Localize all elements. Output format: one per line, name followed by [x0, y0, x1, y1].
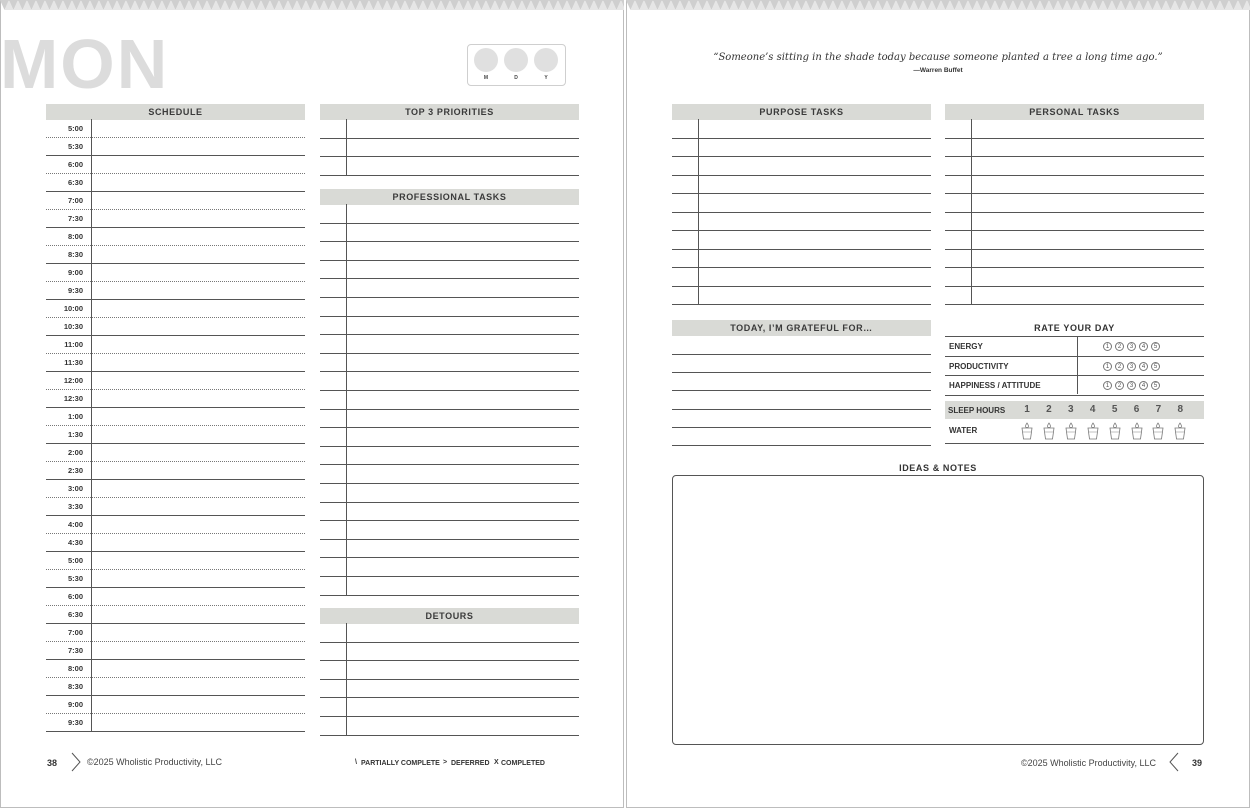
rating-scale: [1103, 381, 1160, 390]
schedule-slot[interactable]: [92, 569, 305, 587]
task-line[interactable]: [347, 353, 579, 372]
purpose-tasks-header: PURPOSE TASKS: [672, 104, 931, 120]
schedule-time: 1:30: [67, 430, 83, 439]
grateful-entry[interactable]: [672, 373, 931, 390]
task-checkbox[interactable]: [320, 353, 346, 372]
schedule-time: 11:00: [64, 340, 83, 349]
grateful-line: [672, 445, 931, 446]
schedule-slot[interactable]: [92, 335, 305, 353]
task-line[interactable]: [347, 679, 579, 698]
task-checkbox[interactable]: [320, 679, 346, 698]
task-checkbox[interactable]: [320, 119, 346, 138]
task-checkbox[interactable]: [945, 138, 971, 157]
task-line[interactable]: [347, 642, 579, 661]
task-row-rule: [672, 304, 931, 305]
rating-label: HAPPINESS / ATTITUDE: [949, 381, 1041, 390]
task-line[interactable]: [699, 119, 931, 138]
task-checkbox[interactable]: [320, 623, 346, 642]
task-line[interactable]: [972, 119, 1204, 138]
task-line[interactable]: [347, 241, 579, 260]
task-line[interactable]: [347, 371, 579, 390]
month-label: M: [483, 75, 489, 81]
schedule-row-rule: [46, 731, 305, 732]
rating-circle-2[interactable]: 2: [1115, 381, 1124, 390]
schedule-slot[interactable]: [92, 677, 305, 695]
task-checkbox[interactable]: [672, 119, 698, 138]
schedule-time: 11:30: [64, 358, 83, 367]
water-cup-icon[interactable]: [1087, 422, 1099, 440]
task-checkbox[interactable]: [945, 175, 971, 194]
task-checkbox[interactable]: [320, 409, 346, 428]
task-check-divider: [698, 119, 699, 304]
personal-tasks-header: PERSONAL TASKS: [945, 104, 1204, 120]
year-circle[interactable]: [534, 48, 558, 72]
year-label: Y: [544, 75, 548, 81]
task-checkbox[interactable]: [672, 267, 698, 286]
task-line[interactable]: [972, 267, 1204, 286]
task-checkbox[interactable]: [320, 502, 346, 521]
task-line[interactable]: [347, 390, 579, 409]
task-checkbox[interactable]: [672, 212, 698, 231]
task-checkbox[interactable]: [945, 249, 971, 268]
chevron-left-icon: [1168, 752, 1180, 772]
grateful-entry[interactable]: [672, 355, 931, 372]
task-checkbox[interactable]: [945, 193, 971, 212]
task-checkbox[interactable]: [320, 223, 346, 242]
task-line[interactable]: [347, 156, 579, 175]
task-line[interactable]: [972, 286, 1204, 305]
task-checkbox[interactable]: [672, 138, 698, 157]
task-line[interactable]: [347, 464, 579, 483]
schedule-slot[interactable]: [92, 461, 305, 479]
task-line[interactable]: [972, 138, 1204, 157]
schedule-slot[interactable]: [92, 119, 305, 137]
water-cup-icon[interactable]: [1174, 422, 1186, 440]
left-triangle-border: [0, 0, 624, 16]
schedule-time: 5:00: [67, 124, 83, 133]
rating-circle-2[interactable]: 2: [1115, 362, 1124, 371]
task-checkbox[interactable]: [320, 642, 346, 661]
schedule-time: 7:00: [67, 196, 83, 205]
schedule-time: 1:00: [67, 412, 83, 421]
schedule-slot[interactable]: [92, 497, 305, 515]
schedule-time: 8:00: [67, 232, 83, 241]
grateful-entry[interactable]: [672, 410, 931, 427]
legend-completed-label: COMPLETED: [501, 760, 545, 767]
task-checkbox[interactable]: [320, 483, 346, 502]
schedule-slot[interactable]: [92, 353, 305, 371]
schedule-slot[interactable]: [92, 137, 305, 155]
schedule-time: 9:30: [67, 286, 83, 295]
task-line[interactable]: [347, 138, 579, 157]
rate-your-day-title: RATE YOUR DAY: [1034, 323, 1115, 333]
task-line[interactable]: [972, 156, 1204, 175]
rating-circle-3[interactable]: 3: [1127, 342, 1136, 351]
task-line[interactable]: [347, 297, 579, 316]
task-checkbox[interactable]: [320, 371, 346, 390]
task-checkbox[interactable]: [945, 267, 971, 286]
task-checkbox[interactable]: [320, 427, 346, 446]
schedule-slot[interactable]: [92, 209, 305, 227]
schedule-time: 9:00: [67, 268, 83, 277]
task-check-divider: [346, 119, 347, 175]
schedule-time: 3:30: [67, 502, 83, 511]
quote-text: “Someone’s sitting in the shade today because someone planted a tree a long time ago.”: [713, 52, 1163, 63]
schedule-slot[interactable]: [92, 659, 305, 677]
task-line[interactable]: [347, 660, 579, 679]
schedule-time: 4:00: [67, 520, 83, 529]
task-line[interactable]: [347, 427, 579, 446]
task-line[interactable]: [347, 223, 579, 242]
right-copyright: ©2025 Wholistic Productivity, LLC: [1021, 758, 1157, 768]
sleep-hour-7[interactable]: 7: [1155, 404, 1162, 415]
task-line[interactable]: [347, 539, 579, 558]
month-circle[interactable]: [474, 48, 498, 72]
task-checkbox[interactable]: [672, 175, 698, 194]
rating-row-rule: [945, 356, 1204, 357]
schedule-time: 10:00: [63, 304, 83, 313]
day-letter-label: D: [514, 75, 518, 81]
schedule-slot[interactable]: [92, 155, 305, 173]
date-picker-box[interactable]: [467, 44, 566, 86]
water-cup-icon[interactable]: [1152, 422, 1164, 440]
task-checkbox[interactable]: [672, 286, 698, 305]
rating-circle-1[interactable]: 1: [1103, 342, 1112, 351]
schedule-time: 12:30: [63, 394, 83, 403]
rating-circle-5[interactable]: 5: [1151, 381, 1160, 390]
water-cup-icon[interactable]: [1043, 422, 1055, 440]
task-checkbox[interactable]: [320, 697, 346, 716]
schedule-slot[interactable]: [92, 173, 305, 191]
schedule-time: 5:00: [67, 556, 83, 565]
quote-author: —Warren Buffet: [913, 67, 963, 74]
schedule-slot[interactable]: [92, 389, 305, 407]
water-label: WATER: [949, 426, 978, 435]
water-rule: [945, 443, 1204, 444]
task-checkbox[interactable]: [320, 316, 346, 335]
task-line[interactable]: [972, 175, 1204, 194]
task-checkbox[interactable]: [320, 520, 346, 539]
task-checkbox[interactable]: [320, 557, 346, 576]
task-checkbox[interactable]: [320, 278, 346, 297]
day-circle[interactable]: [504, 48, 528, 72]
task-checkbox[interactable]: [320, 297, 346, 316]
task-line[interactable]: [347, 119, 579, 138]
grateful-header: TODAY, I’M GRATEFUL FOR…: [672, 320, 931, 336]
task-check-divider: [346, 204, 347, 595]
schedule-time: 4:30: [67, 538, 83, 547]
task-line[interactable]: [347, 446, 579, 465]
task-checkbox[interactable]: [672, 249, 698, 268]
right-page-number: 39: [1192, 758, 1203, 768]
task-line[interactable]: [972, 193, 1204, 212]
task-line[interactable]: [347, 520, 579, 539]
task-checkbox[interactable]: [945, 230, 971, 249]
task-row-rule: [320, 175, 579, 176]
grateful-entry[interactable]: [672, 337, 931, 354]
schedule-time: 5:30: [67, 574, 83, 583]
task-line[interactable]: [347, 204, 579, 223]
ideas-notes-title: IDEAS & NOTES: [899, 463, 977, 473]
schedule-time: 12:00: [63, 376, 83, 385]
schedule-slot[interactable]: [92, 533, 305, 551]
task-checkbox[interactable]: [320, 260, 346, 279]
schedule-slot[interactable]: [92, 695, 305, 713]
task-line[interactable]: [972, 230, 1204, 249]
task-row-rule: [320, 735, 579, 736]
schedule-slot[interactable]: [92, 515, 305, 533]
legend-deferred-symbol: >: [443, 759, 448, 766]
task-checkbox[interactable]: [320, 660, 346, 679]
task-line[interactable]: [347, 502, 579, 521]
rating-circle-1[interactable]: 1: [1103, 362, 1112, 371]
rating-circle-1[interactable]: 1: [1103, 381, 1112, 390]
schedule-time: 5:30: [67, 142, 83, 151]
ideas-notes-box[interactable]: [672, 475, 1204, 745]
rating-circle-2[interactable]: 2: [1115, 342, 1124, 351]
rating-circle-4[interactable]: 4: [1139, 381, 1148, 390]
task-line[interactable]: [347, 716, 579, 735]
task-row-rule: [945, 304, 1204, 305]
task-line[interactable]: [699, 156, 931, 175]
task-line[interactable]: [347, 557, 579, 576]
sleep-hour-4[interactable]: 4: [1089, 404, 1096, 415]
task-line[interactable]: [699, 286, 931, 305]
task-line[interactable]: [347, 623, 579, 642]
task-checkbox[interactable]: [945, 119, 971, 138]
right-triangle-border: [626, 0, 1250, 16]
water-cup-icon[interactable]: [1021, 422, 1033, 440]
schedule-time: 9:30: [67, 718, 83, 727]
schedule-time: 6:30: [67, 178, 83, 187]
task-line[interactable]: [699, 249, 931, 268]
schedule-slot[interactable]: [92, 425, 305, 443]
task-line[interactable]: [972, 249, 1204, 268]
schedule-slot[interactable]: [92, 281, 305, 299]
schedule-slot[interactable]: [92, 245, 305, 263]
schedule-slot[interactable]: [92, 299, 305, 317]
schedule-slot[interactable]: [92, 317, 305, 335]
schedule-time: 8:30: [67, 250, 83, 259]
task-line[interactable]: [699, 212, 931, 231]
task-checkbox[interactable]: [320, 334, 346, 353]
task-checkbox[interactable]: [672, 230, 698, 249]
legend-deferred-label: DEFERRED: [451, 760, 490, 767]
task-checkbox[interactable]: [320, 156, 346, 175]
task-line[interactable]: [347, 334, 579, 353]
task-checkbox[interactable]: [320, 716, 346, 735]
task-checkbox[interactable]: [320, 390, 346, 409]
grateful-entry[interactable]: [672, 392, 931, 409]
schedule-slot[interactable]: [92, 551, 305, 569]
schedule-slot[interactable]: [92, 605, 305, 623]
schedule-time: 7:00: [67, 628, 83, 637]
left-copyright: ©2025 Wholistic Productivity, LLC: [87, 757, 223, 767]
water-cup-icon[interactable]: [1065, 422, 1077, 440]
sleep-hours-label: SLEEP HOURS: [948, 406, 1006, 415]
schedule-time: 8:00: [67, 664, 83, 673]
task-checkbox[interactable]: [672, 193, 698, 212]
task-line[interactable]: [347, 483, 579, 502]
task-line[interactable]: [972, 212, 1204, 231]
task-checkbox[interactable]: [320, 138, 346, 157]
sleep-hour-8[interactable]: 8: [1177, 404, 1184, 415]
schedule-time: 6:30: [67, 610, 83, 619]
rating-circle-5[interactable]: 5: [1151, 362, 1160, 371]
schedule-time: 3:00: [67, 484, 83, 493]
left-page-number: 38: [47, 758, 58, 768]
schedule-slot[interactable]: [92, 407, 305, 425]
rating-divider: [1077, 336, 1078, 394]
schedule-time: 6:00: [67, 592, 83, 601]
task-checkbox[interactable]: [945, 212, 971, 231]
rating-scale: [1103, 362, 1160, 371]
water-cup-icon[interactable]: [1131, 422, 1143, 440]
task-check-divider: [971, 119, 972, 304]
sleep-hour-3[interactable]: 3: [1068, 404, 1074, 415]
schedule-divider: [91, 119, 92, 731]
task-line[interactable]: [347, 316, 579, 335]
grateful-entry[interactable]: [672, 428, 931, 445]
task-line[interactable]: [347, 260, 579, 279]
schedule-slot[interactable]: [92, 623, 305, 641]
task-line[interactable]: [699, 230, 931, 249]
rating-row-rule: [945, 375, 1204, 376]
task-checkbox[interactable]: [320, 576, 346, 595]
sleep-hour-1[interactable]: 1: [1024, 404, 1030, 415]
detours-header: DETOURS: [320, 608, 579, 624]
task-line[interactable]: [347, 697, 579, 716]
legend-partial-label: PARTIALLY COMPLETE: [361, 760, 440, 767]
task-checkbox[interactable]: [945, 286, 971, 305]
task-line[interactable]: [699, 138, 931, 157]
task-checkbox[interactable]: [320, 464, 346, 483]
schedule-time: 9:00: [67, 700, 83, 709]
schedule-slot[interactable]: [92, 371, 305, 389]
schedule-time: 2:00: [67, 448, 83, 457]
schedule-slot[interactable]: [92, 479, 305, 497]
rating-circle-4[interactable]: 4: [1139, 362, 1148, 371]
sleep-hour-6[interactable]: 6: [1133, 404, 1140, 415]
legend-partial-symbol: \: [355, 759, 357, 766]
rating-label: PRODUCTIVITY: [949, 361, 1009, 371]
water-cup-icon[interactable]: [1109, 422, 1121, 440]
schedule-slot[interactable]: [92, 641, 305, 659]
schedule-time: 7:30: [67, 646, 83, 655]
schedule-slot[interactable]: [92, 443, 305, 461]
chevron-right-icon: [70, 752, 82, 772]
schedule-slot[interactable]: [92, 263, 305, 281]
task-line[interactable]: [699, 175, 931, 194]
rating-scale: [1103, 342, 1160, 351]
legend-completed-symbol: X: [494, 759, 499, 766]
task-check-divider: [346, 623, 347, 735]
task-row-rule: [320, 595, 579, 596]
rating-label: ENERGY: [949, 342, 983, 351]
task-checkbox[interactable]: [320, 204, 346, 223]
rating-circle-4[interactable]: 4: [1139, 342, 1148, 351]
rating-circle-3[interactable]: 3: [1127, 381, 1136, 390]
task-line[interactable]: [347, 278, 579, 297]
schedule-time: 10:30: [63, 322, 83, 331]
schedule-slot[interactable]: [92, 713, 305, 731]
task-line[interactable]: [699, 267, 931, 286]
day-label: MON: [0, 25, 170, 103]
top3-priorities-header: TOP 3 PRIORITIES: [320, 104, 579, 120]
schedule-header: SCHEDULE: [46, 104, 305, 120]
schedule-time: 2:30: [67, 466, 83, 475]
task-line[interactable]: [699, 193, 931, 212]
task-line[interactable]: [347, 409, 579, 428]
task-checkbox[interactable]: [672, 156, 698, 175]
task-line[interactable]: [347, 576, 579, 595]
rating-circle-5[interactable]: 5: [1151, 342, 1160, 351]
schedule-time: 6:00: [67, 160, 83, 169]
rating-row-rule: [945, 395, 1204, 396]
rating-circle-3[interactable]: 3: [1127, 362, 1136, 371]
task-checkbox[interactable]: [320, 241, 346, 260]
schedule-time: 8:30: [67, 682, 83, 691]
task-checkbox[interactable]: [320, 539, 346, 558]
schedule-time: 7:30: [67, 214, 83, 223]
schedule-slot[interactable]: [92, 227, 305, 245]
task-checkbox[interactable]: [320, 446, 346, 465]
sleep-hour-5[interactable]: 5: [1111, 404, 1118, 415]
schedule-slot[interactable]: [92, 191, 305, 209]
professional-tasks-header: PROFESSIONAL TASKS: [320, 189, 579, 205]
schedule-slot[interactable]: [92, 587, 305, 605]
task-checkbox[interactable]: [945, 156, 971, 175]
rate-top-rule: [945, 336, 1204, 337]
sleep-hour-2[interactable]: 2: [1046, 404, 1052, 415]
